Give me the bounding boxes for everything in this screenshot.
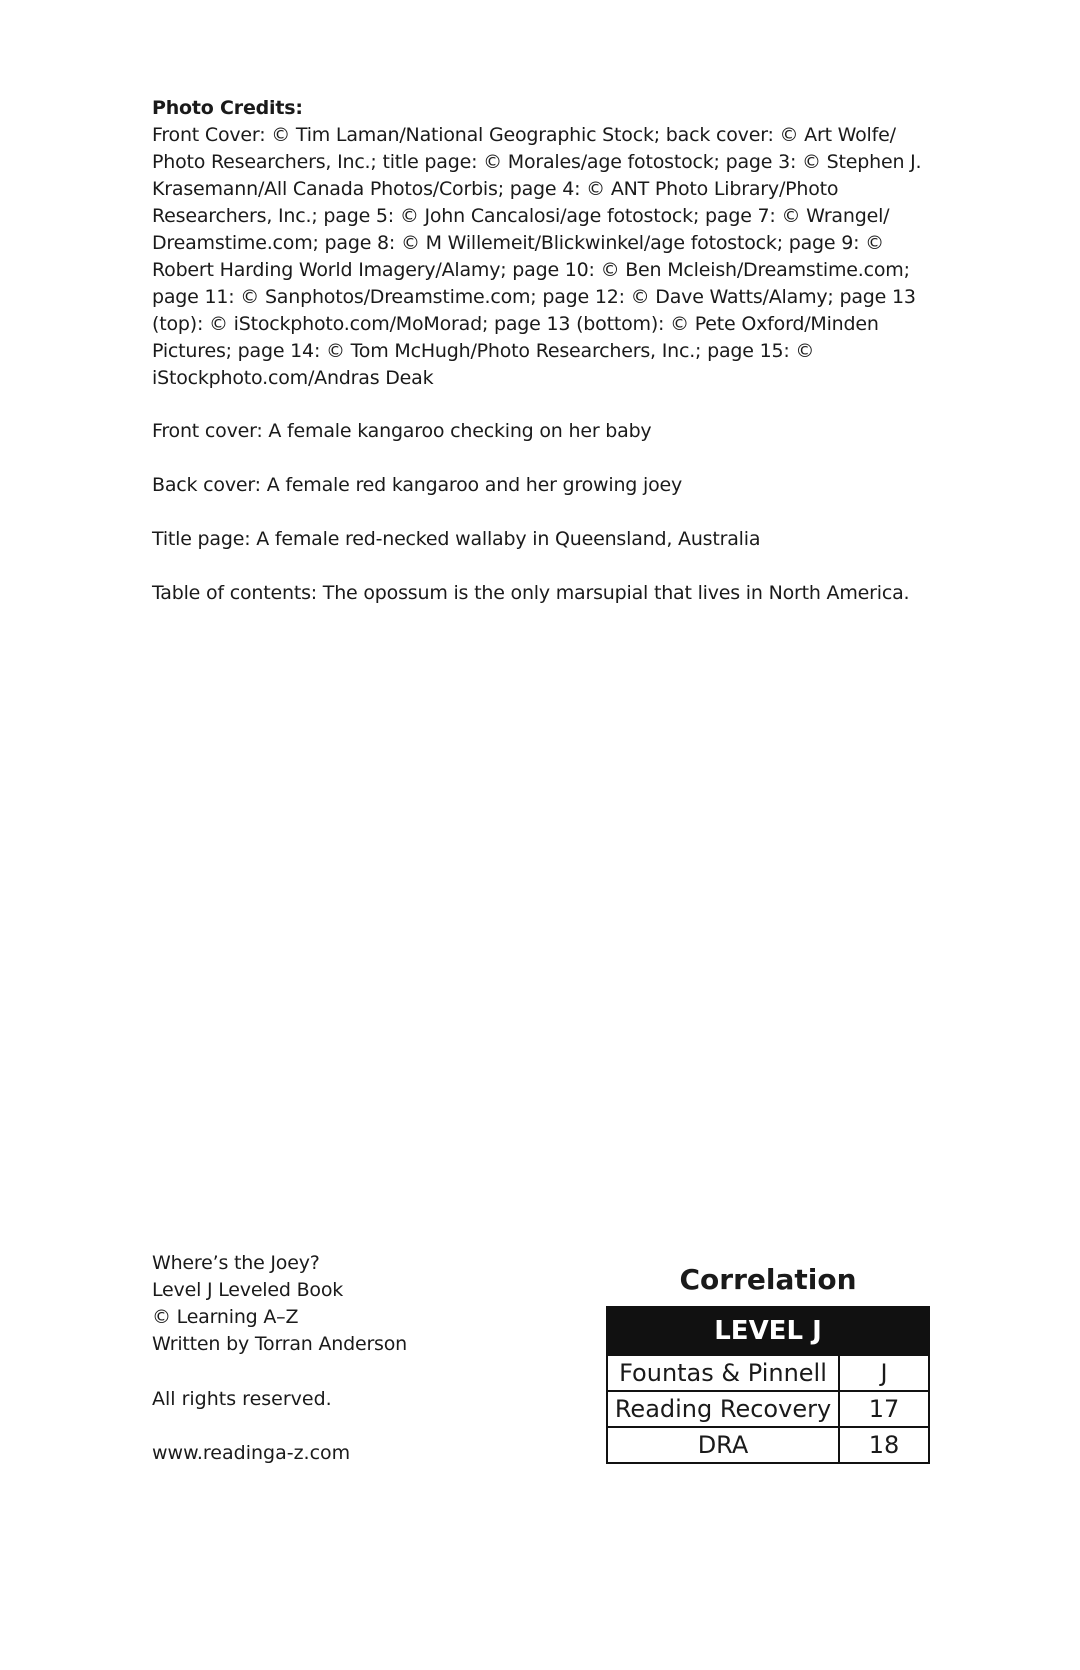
correlation-title: Correlation (679, 1263, 857, 1296)
system-name: Reading Recovery (607, 1391, 839, 1427)
book-copyright: © Learning A–Z (152, 1306, 299, 1328)
correlation-header-row (607, 1307, 929, 1355)
caption-table-of-contents: Table of contents: The opossum is the only marsupial that lives in North America. (152, 582, 910, 604)
cover-captions (152, 418, 952, 634)
level-header: LEVEL J (607, 1307, 929, 1355)
correlation-box (606, 1262, 930, 1464)
book-title: Where’s the Joey? (152, 1252, 320, 1274)
system-name: Fountas & Pinnell (607, 1355, 839, 1391)
system-value: 17 (839, 1391, 929, 1427)
photo-credits-body: Front Cover: © Tim Laman/National Geographic Stock; back cover: © Art Wolfe/ Photo Researchers, Inc.; title page: © Morales/age fotostock; page 3: © Stephen J. Krasemann/All Canada Photos/Corbis; page 4: © ANT Photo Library/Photo Researchers, Inc.; page 5: © John Cancalosi/age fotostock; page 7: © Wrangel/ Dreamstime.com; page 8: © M Willemeit/Blickwinkel/age fotostock; page 9: © Robert Harding World Imagery/Alamy; page 10: © Ben Mcleish/Dreamstime.com; page 11: © Sanphotos/Dreamstime.com; page 12: © Dave Watts/Alamy; page 13 (top): © iStockphoto.com/MoMorad; page 13 (bottom): © Pete Oxford/Minden Pictures; page 14: © Tom McHugh/Photo Researchers, Inc.; page 15: © iStockphoto.com/Andras Deak (152, 124, 922, 389)
website-url: www.readinga-z.com (152, 1442, 351, 1464)
caption-front-cover: Front cover: A female kangaroo checking on her baby (152, 420, 652, 442)
photo-credits (152, 95, 932, 392)
table-row (607, 1355, 929, 1391)
book-author: Written by Torran Anderson (152, 1333, 408, 1355)
system-value: 18 (839, 1427, 929, 1463)
photo-credits-heading: Photo Credits: (152, 97, 303, 119)
book-level: Level J Leveled Book (152, 1279, 344, 1301)
table-row (607, 1427, 929, 1463)
system-name: DRA (607, 1427, 839, 1463)
caption-back-cover: Back cover: A female red kangaroo and her growing joey (152, 474, 683, 496)
book-info (152, 1250, 572, 1358)
rights-statement: All rights reserved. (152, 1388, 332, 1410)
system-value: J (839, 1355, 929, 1391)
caption-title-page: Title page: A female red-necked wallaby in Queensland, Australia (152, 528, 761, 550)
table-row (607, 1391, 929, 1427)
correlation-table (606, 1306, 930, 1464)
